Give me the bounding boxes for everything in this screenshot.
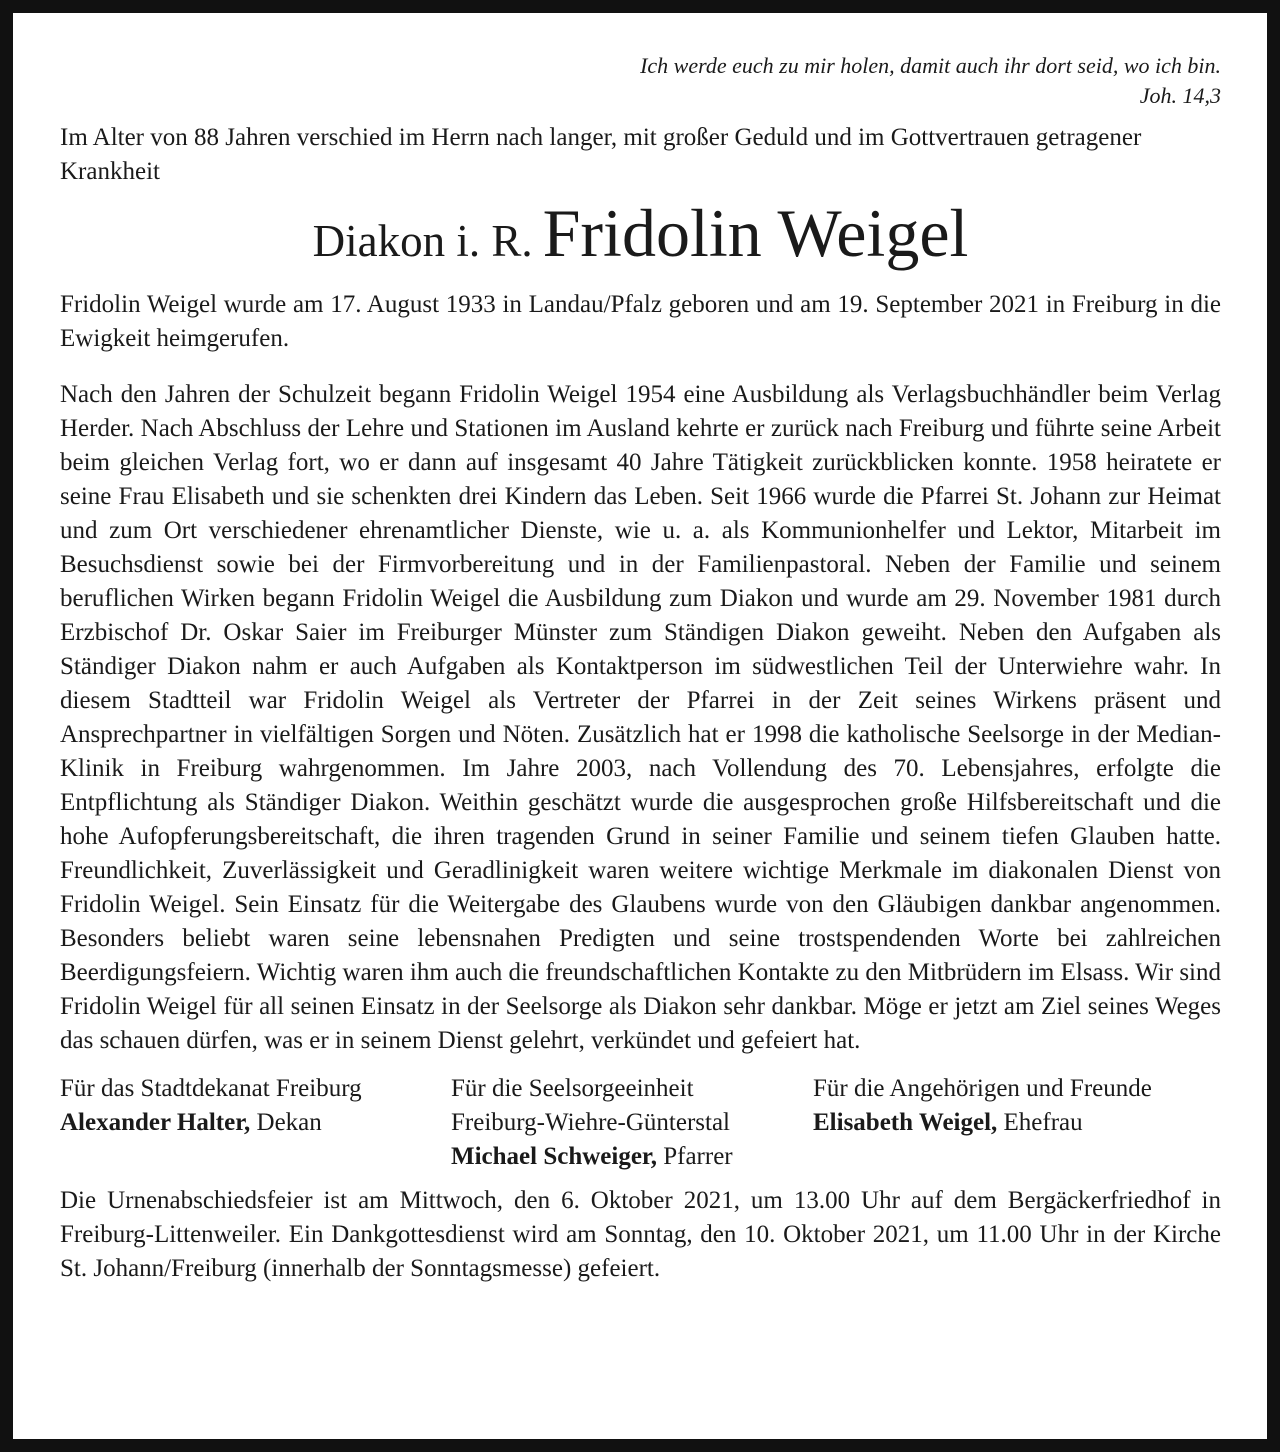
funeral-announcement: Die Urnenabschiedsfeier ist am Mittwoch, den 6. Oktober 2021, um 13.00 Uhr auf dem Bergäckerfriedhof in Freiburg-Littenweiler. Ein Dankgottesdienst wird am Sonntag, den 10. Oktober 2021, um 11.00 Uhr in der Kirche St. Johann/Freiburg (innerhalb der Sonntagsmesse) gefeiert. — [60, 1187, 1221, 1282]
signature-name-line — [60, 1106, 451, 1140]
signatory-role: Pfarrer — [663, 1143, 733, 1170]
obituary-content — [60, 51, 1221, 1286]
signature-line: Für die Angehörigen und Freunde — [813, 1075, 1152, 1102]
signature-deanery — [60, 1072, 451, 1174]
signatures — [60, 1072, 1221, 1174]
signature-parish — [451, 1072, 813, 1174]
signatory-name: Alexander Halter, — [60, 1109, 251, 1136]
signature-family — [813, 1072, 1221, 1174]
bible-quote-text: Ich werde euch zu mir holen, damit auch ihr dort seid, wo ich bin. — [640, 53, 1221, 78]
signatory-role: Dekan — [256, 1109, 322, 1136]
signatory-name: Michael Schweiger, — [451, 1143, 657, 1170]
signatory-name: Elisabeth Weigel, — [813, 1109, 998, 1136]
deceased-title — [60, 195, 1221, 286]
deceased-title-prefix: Diakon i. R. — [312, 216, 533, 266]
signature-name-line — [451, 1140, 813, 1174]
signature-name-line — [813, 1106, 1221, 1140]
birth-death-paragraph: Fridolin Weigel wurde am 17. August 1933 in Landau/Pfalz geboren und am 19. September 2021 in Freiburg in die Ewigkeit heimgerufen. — [60, 291, 1221, 352]
signature-line: Für das Stadtdekanat Freiburg — [60, 1075, 362, 1102]
signatory-role: Ehefrau — [1003, 1109, 1083, 1136]
bible-quote — [60, 51, 1221, 111]
bible-quote-source: Joh. 14,3 — [1139, 83, 1221, 108]
biography-paragraph: Nach den Jahren der Schulzeit begann Fridolin Weigel 1954 eine Ausbildung als Verlagsbuchhändler beim Verlag Herder. Nach Abschluss der Lehre und Stationen im Ausland kehrte er zurück nach Freiburg und führte seine Arbeit beim gleichen Verlag fort, wo er dann auf insgesamt 40 Jahre Tätigkeit zurückblicken konnte. 1958 heiratete er seine Frau Elisabeth und sie schenkten drei Kindern das Leben. Seit 1966 wurde die Pfarrei St. Johann zur Heimat und zum Ort verschiedener ehrenamtlicher Dienste, wie u. a. als Kommunionhelfer und Lektor, Mitarbeit im Besuchsdienst sowie bei der Firmvorbereitung und in der Familienpastoral. Neben der Familie und seinem beruflichen Wirken begann Fridolin Weigel die Ausbildung zum Diakon und wurde am 29. November 1981 durch Erzbischof Dr. Oskar Saier im Freiburger Münster zum Ständigen Diakon geweiht. Neben den Aufgaben als Ständiger Diakon nahm er auch Aufgaben als Kontaktperson im südwestlichen Teil der Unterwiehre wahr. In diesem Stadtteil war Fridolin Weigel als Vertreter der Pfarrei in der Zeit seines Wirkens präsent und Ansprechpartner in vielfältigen Sorgen und Nöten. Zusätzlich hat er 1998 die katholische Seelsorge in der Median-Klinik in Freiburg wahrgenommen. Im Jahre 2003, nach Vollendung des 70. Lebensjahres, erfolgte die Entpflichtung als Ständiger Diakon. Weithin geschätzt wurde die ausgesprochen große Hilfsbereitschaft und die hohe Aufopferungsbereitschaft, die ihren tragenden Grund in seiner Familie und seinem tiefen Glauben hatte. Freundlichkeit, Zuverlässigkeit und Geradlinigkeit waren weitere wichtige Merkmale im diakonalen Dienst von Fridolin Weigel. Sein Einsatz für die Weitergabe des Glaubens wurde von den Gläubigen dankbar angenommen. Besonders beliebt waren seine lebensnahen Predigten und seine trostspendenden Worte bei zahlreichen Beerdigungsfeiern. Wichtig waren ihm auch die freundschaftlichen Kontakte zu den Mitbrüdern im Elsass. Wir sind Fridolin Weigel für all seinen Einsatz in der Seelsorge als Diakon sehr dankbar. Möge er jetzt am Ziel seines Weges das schauen dürfen, was er in seinem Dienst gelehrt, verkündet und gefeiert hat. — [60, 381, 1221, 1054]
deceased-name: Fridolin Weigel — [542, 195, 969, 271]
signature-line: Freiburg-Wiehre-Günterstal — [451, 1109, 730, 1136]
signature-line: Für die Seelsorgeeinheit — [451, 1075, 694, 1102]
intro-text: Im Alter von 88 Jahren verschied im Herrn nach langer, mit großer Geduld und im Gottvertrauen getragener Krankheit — [60, 124, 1142, 185]
